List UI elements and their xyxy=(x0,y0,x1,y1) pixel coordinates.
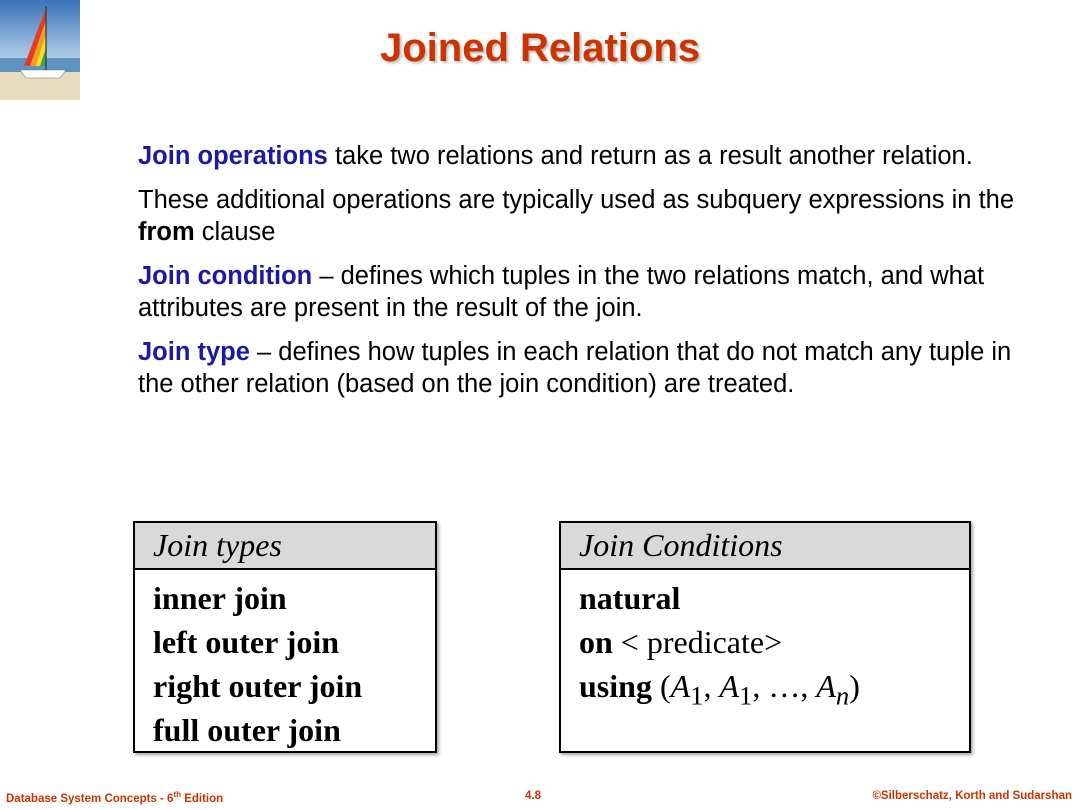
join-conditions-list xyxy=(561,570,969,711)
join-type-item xyxy=(153,664,435,708)
attribute-symbol: A xyxy=(719,668,740,704)
slide-body xyxy=(138,140,1018,412)
paragraph-text: – defines which tuples in the two relations match, and what attributes are present in the result of the join. xyxy=(138,262,985,322)
ellipsis: … xyxy=(768,668,801,704)
join-conditions-header: Join Conditions xyxy=(561,523,969,570)
paragraph-additional-operations xyxy=(138,184,1018,248)
attribute-symbol: A xyxy=(670,668,691,704)
footer-text: Edition xyxy=(181,792,224,805)
term-join-operations: Join operations xyxy=(138,142,328,170)
join-conditions-table xyxy=(559,521,971,753)
keyword-from: from xyxy=(138,218,195,246)
condition-keyword: natural xyxy=(579,580,681,616)
join-type-label: full outer join xyxy=(153,712,341,748)
footer-superscript: th xyxy=(173,790,182,799)
join-types-header: Join types xyxy=(135,523,435,570)
separator: , xyxy=(703,668,720,704)
join-type-item xyxy=(153,620,435,664)
separator: , xyxy=(752,668,769,704)
join-type-label: right outer join xyxy=(153,668,363,704)
join-types-table xyxy=(133,521,437,753)
paren-open: ( xyxy=(659,668,671,704)
paren-close: ) xyxy=(849,668,860,704)
attribute-symbol: A xyxy=(816,668,836,704)
join-type-label: left outer join xyxy=(153,624,340,660)
attribute-subscript: 1 xyxy=(690,680,704,711)
join-condition-on xyxy=(579,620,969,664)
attribute-subscript: 1 xyxy=(739,680,753,711)
paragraph-text: These additional operations are typically used as subquery expressions in the xyxy=(138,186,1015,214)
condition-argument: < predicate> xyxy=(620,624,783,660)
slide-title: Joined Relations xyxy=(379,26,701,70)
join-condition-natural xyxy=(579,576,969,620)
footer-slide-number: 4.8 xyxy=(525,790,541,802)
term-join-condition: Join condition xyxy=(138,262,313,290)
paragraph-text: take two relations and return as a result another relation. xyxy=(327,142,973,170)
separator: , xyxy=(800,668,817,704)
paragraph-join-type xyxy=(138,336,1018,400)
condition-keyword: on xyxy=(579,624,613,660)
join-type-item xyxy=(153,708,435,752)
term-join-type: Join type xyxy=(138,338,250,366)
footer-book-title xyxy=(6,790,223,805)
paragraph-text: clause xyxy=(194,218,276,246)
attribute-subscript: n xyxy=(835,680,850,711)
join-types-list xyxy=(135,570,435,752)
paragraph-text: – defines how tuples in each relation that do not match any tuple in the other relation (based on the join condition) are treated. xyxy=(138,338,1012,398)
footer-text: Database System Concepts - 6 xyxy=(6,792,174,805)
join-condition-using xyxy=(579,664,969,711)
footer-copyright: ©Silberschatz, Korth and Sudarshan xyxy=(872,790,1072,802)
join-type-item xyxy=(153,576,435,620)
paragraph-join-operations xyxy=(138,140,1018,172)
condition-keyword: using xyxy=(579,668,652,704)
paragraph-join-condition xyxy=(138,260,1018,324)
join-type-label: inner join xyxy=(153,580,287,616)
